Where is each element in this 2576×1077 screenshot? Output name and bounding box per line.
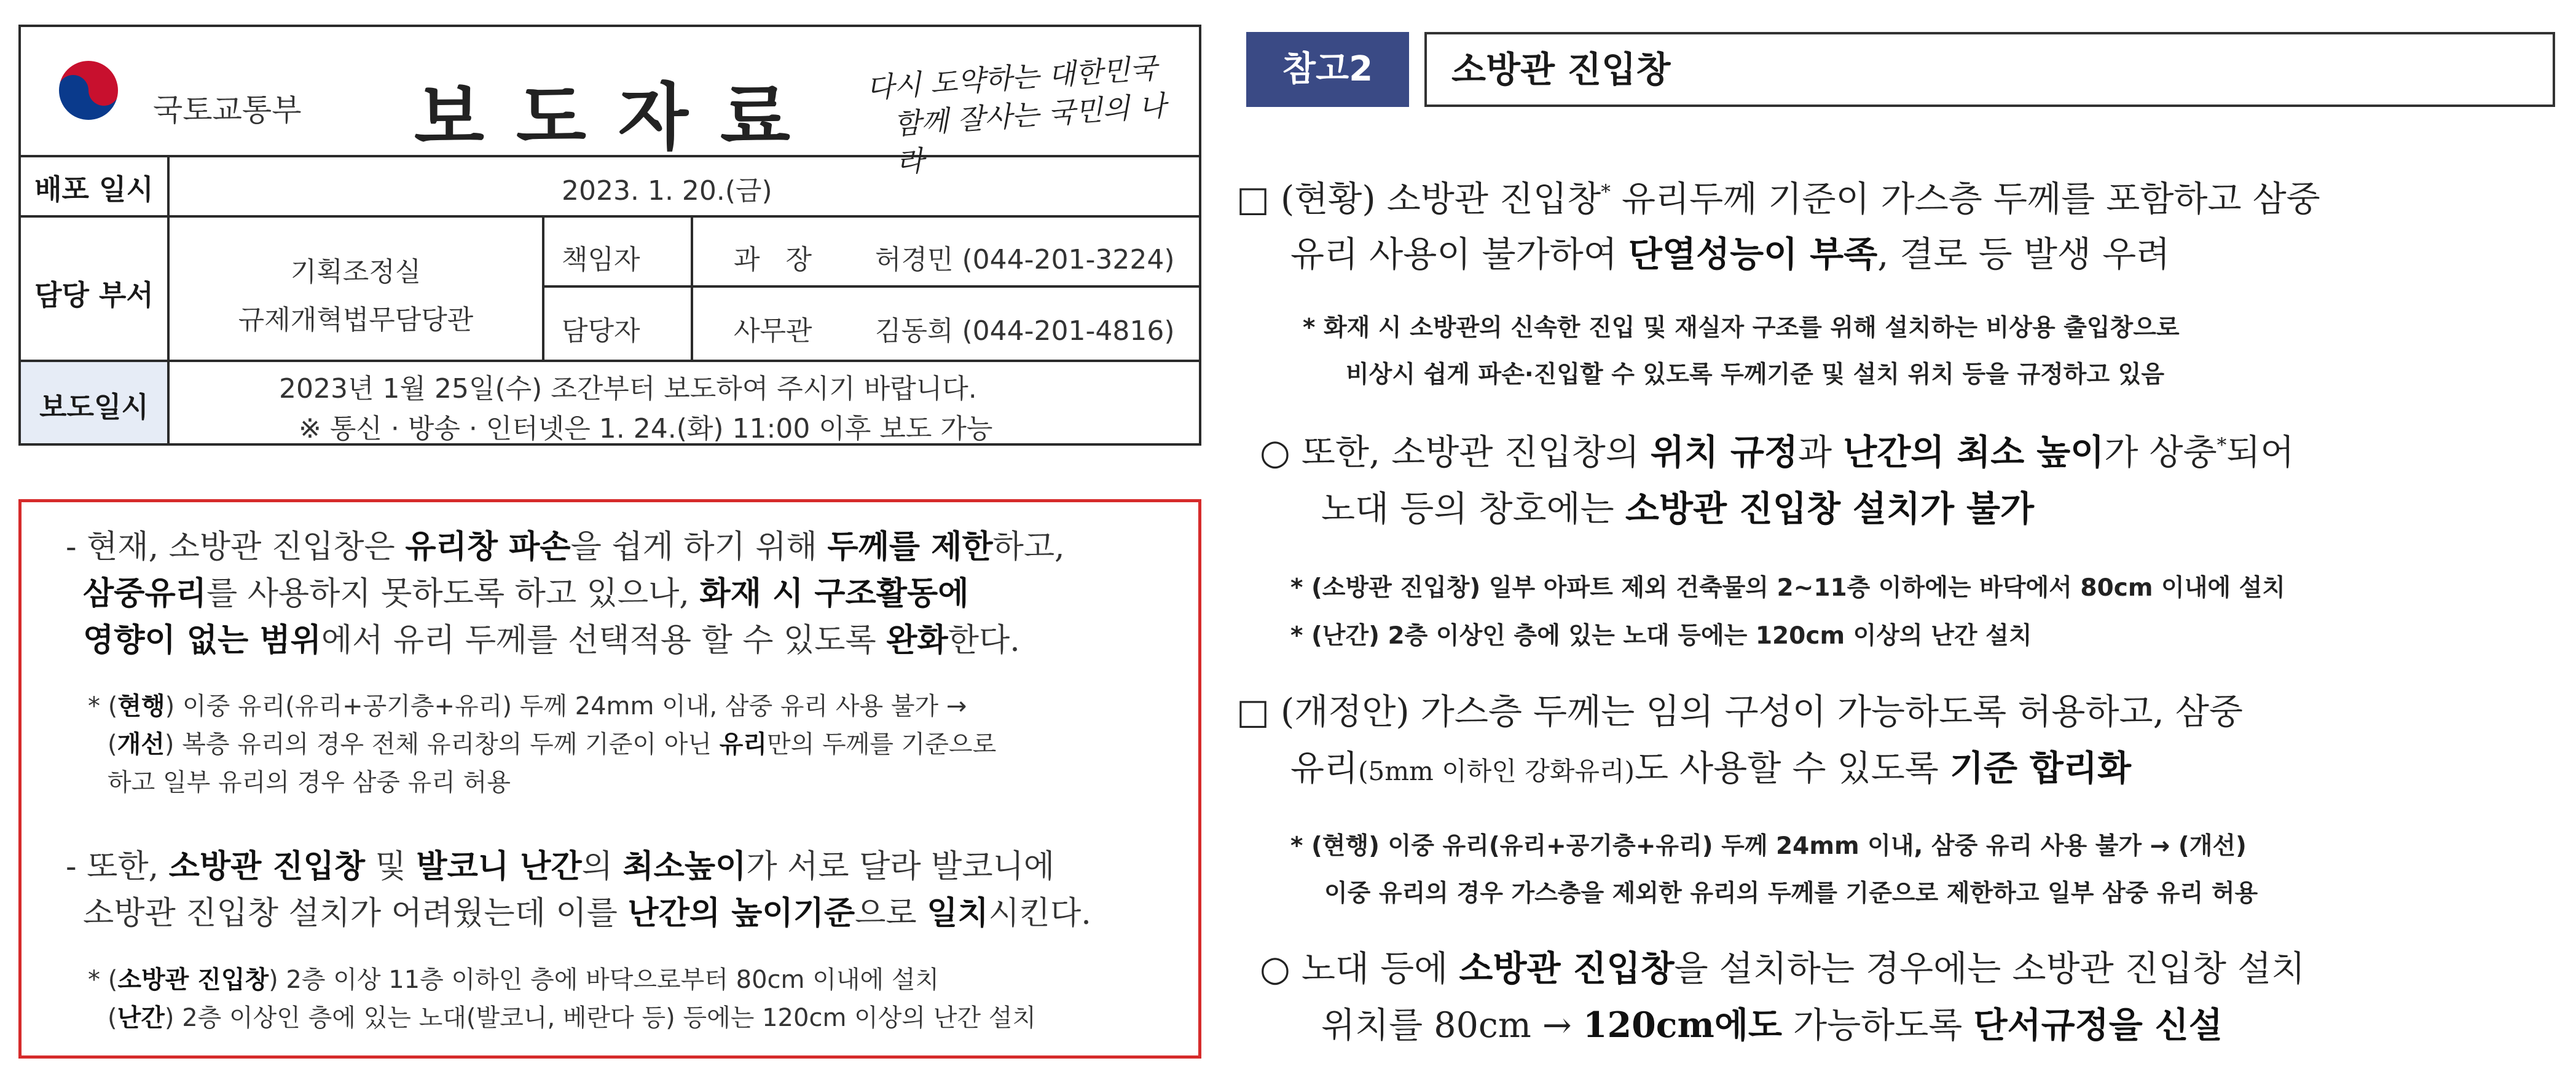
embargo-label: 보도일시 (39, 390, 149, 424)
conflict-line-1: ○ 또한, 소방관 진입창의 위치 규정과 난간의 최소 높이가 상충*되어 (1260, 432, 2295, 473)
press-release-title: 보도자료 (414, 75, 822, 160)
footnote-2-line-1: * (소방관 진입창) 일부 아파트 제외 건축물의 2~11층 이하에는 바닥에서 80cm 이내에 설치 (1290, 574, 2285, 602)
summary-paragraph-2-line-1: - 또한, 소방관 진입창 및 발코니 난간의 최소높이가 서로 달라 발코니에 (66, 848, 1055, 885)
reference-badge: 참고2 (1246, 32, 1409, 107)
circle-bullet-icon: ○ (1260, 949, 1290, 989)
slogan-line-1: 다시 도약하는 대한민국 (865, 51, 1158, 105)
amendment-line-1: □ (개정안) 가스층 두께는 임의 구성이 가능하도록 허용하고, 삼중 (1236, 692, 2243, 732)
release-date-label: 배포 일시 (34, 173, 154, 206)
department-label: 담당 부서 (34, 278, 154, 312)
ministry-name: 국토교통부 (153, 92, 302, 128)
circle-bullet-icon: ○ (1260, 432, 1290, 473)
row-divider (542, 285, 1199, 288)
summary-paragraph-1-line-1: - 현재, 소방관 진입창은 유리창 파손을 쉽게 하기 위해 두께를 제한하고, (66, 528, 1065, 566)
conflict-line-2: 노대 등의 창호에는 소방관 진입창 설치가 불가 (1321, 488, 2035, 529)
row-divider (21, 360, 1199, 362)
footnote-1-line-2: 비상시 쉽게 파손·진입할 수 있도록 두께기준 및 설치 위치 등을 규정하고 있음 (1346, 361, 2165, 389)
footnote-1-line-1: * 화재 시 소방관의 신속한 진입 및 재실자 구조를 위해 설치하는 비상용 출입창으로 (1303, 314, 2180, 342)
contact-staff: 김동희 (044-201-4816) (875, 315, 1175, 347)
department-name-2: 규제개혁법무담당관 (238, 304, 474, 336)
square-bullet-icon: □ (1236, 692, 1270, 732)
footnote-3-line-1: * (현행) 이중 유리(유리+공기층+유리) 두께 24mm 이내, 삼중 유리 사용 불가 → (개선) (1290, 832, 2247, 860)
summary-note-2-line-1: * (소방관 진입창) 2층 이상 11층 이하인 층에 바닥으로부터 80cm 이내에 설치 (88, 966, 940, 994)
summary-paragraph-1-line-3: 영향이 없는 범위에서 유리 두께를 선택적용 할 수 있도록 완화한다. (83, 621, 1020, 659)
slogan-line-2: 함께 잘사는 국민의 나라 (892, 89, 1168, 180)
taegeuk-logo-icon (52, 57, 144, 124)
column-divider (542, 215, 544, 360)
press-release-banner (21, 27, 1199, 180)
balcony-line-1: ○ 노대 등에 소방관 진입창을 설치하는 경우에는 소방관 진입창 설치 (1260, 948, 2306, 989)
summary-note-1-line-1: * (현행) 이중 유리(유리+공기층+유리) 두께 24mm 이내, 삼중 유리 사용 불가 → (88, 692, 967, 720)
department-name-1: 기획조정실 (290, 256, 422, 288)
summary-note-1-line-3: 하고 일부 유리의 경우 삼중 유리 허용 (108, 768, 511, 797)
footnote-3-line-2: 이중 유리의 경우 가스층을 제외한 유리의 두께를 기준으로 제한하고 일부 삼중 유리 허용 (1324, 880, 2258, 907)
embargo-text: 2023년 1월 25일(수) 조간부터 보도하여 주시기 바랍니다. (279, 373, 977, 404)
press-release-header (18, 25, 1201, 446)
footnote-2-line-2: * (난간) 2층 이상인 층에 있는 노대 등에는 120cm 이상의 난간 설치 (1290, 622, 2032, 650)
row-divider (21, 215, 1199, 218)
role-responsible: 책임자 (562, 244, 640, 275)
rank-director: 과 장 (734, 244, 812, 275)
rank-officer: 사무관 (734, 315, 812, 347)
reference-title: 소방관 진입창 (1451, 49, 1671, 90)
summary-paragraph-1-line-2: 삼중유리를 사용하지 못하도록 하고 있으나, 화재 시 구조활동에 (83, 575, 969, 612)
release-date: 2023. 1. 20.(금) (562, 175, 772, 207)
square-bullet-icon: □ (1236, 179, 1270, 219)
summary-paragraph-2-line-2: 소방관 진입창 설치가 어려웠는데 이를 난간의 높이기준으로 일치시킨다. (83, 894, 1091, 932)
embargo-note: ※ 통신 · 방송 · 인터넷은 1. 24.(화) 11:00 이후 보도 가능 (299, 413, 993, 444)
reference-title-box (1424, 32, 2555, 107)
amendment-line-2: 유리(5mm 이하인 강화유리)도 사용할 수 있도록 기준 합리화 (1290, 748, 2132, 789)
summary-note-1-line-2: (개선) 복층 유리의 경우 전체 유리창의 두께 기준이 아닌 유리만의 두께를 기준으로 (108, 730, 997, 759)
column-divider (691, 215, 693, 360)
contact-responsible: 허경민 (044-201-3224) (875, 244, 1175, 275)
balcony-line-2: 위치를 80cm → 120cm에도 가능하도록 단서규정을 신설 (1321, 1004, 2223, 1046)
role-staff: 담당자 (562, 315, 640, 347)
summary-note-2-line-2: (난간) 2층 이상인 층에 있는 노대(발코니, 베란다 등) 등에는 120cm 이상의 난간 설치 (108, 1004, 1037, 1032)
slogan-handwriting (865, 47, 1192, 183)
current-status-line-2: 유리 사용이 불가하여 단열성능이 부족, 결로 등 발생 우려 (1290, 234, 2170, 275)
column-divider (167, 155, 170, 443)
summary-box (18, 499, 1201, 1059)
current-status-line-1: □ (현황) 소방관 진입창* 유리두께 기준이 가스층 두께를 포함하고 삼중 (1236, 179, 2320, 219)
